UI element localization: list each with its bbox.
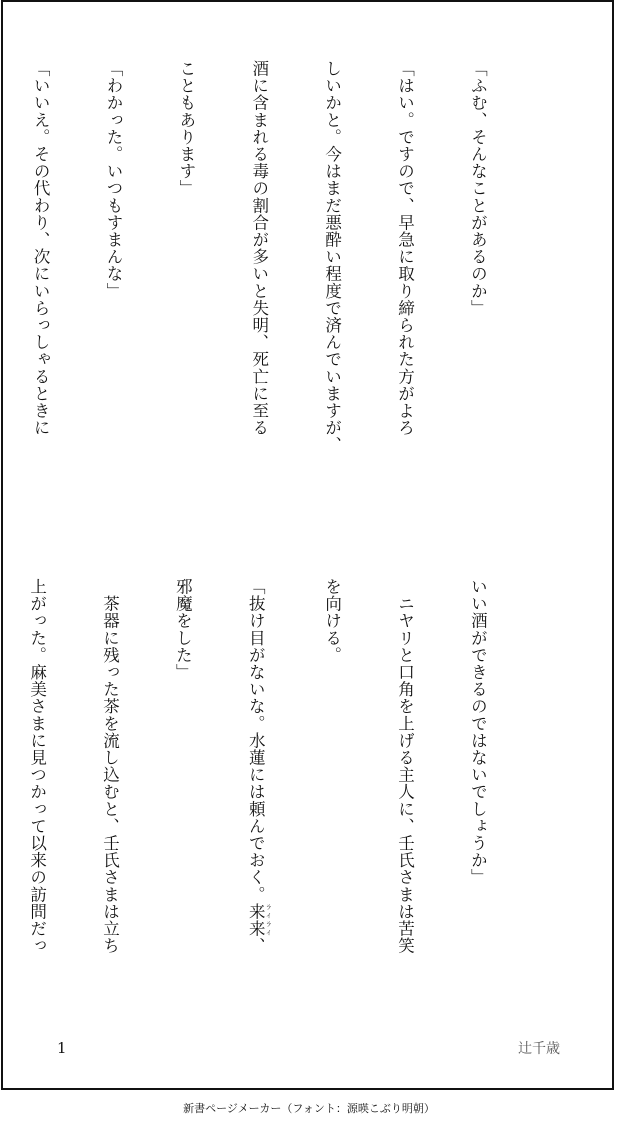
- text-line: 茶器に残った茶を流し込むと、壬氏さまは立ち: [100, 578, 120, 955]
- page-frame: [1, 0, 614, 1090]
- text-line: 「わかった。いつもすまんな」: [103, 60, 123, 300]
- text-line: しいかと。今はまだ悪酔い程度で済んでいますが、: [322, 60, 342, 454]
- text-line-with-ruby: 「抜け目がないな。水蓮には頼んでおく。来来 ライライ、: [246, 578, 272, 955]
- text-line: 上がった。麻美さまに見つかって以来の訪問だっ: [27, 578, 47, 955]
- text-line: 酒に含まれる毒の割合が多いと失明、死亡に至る: [249, 60, 269, 437]
- page-number: 1: [57, 1039, 67, 1057]
- text-line: いい酒ができるのではないでしょうか」: [468, 578, 488, 886]
- text-line: 邪魔をした」: [173, 578, 193, 681]
- text-line: 「はい。ですので、早急に取り締られた方がよろ: [395, 60, 415, 437]
- text-line: 「いいえ。その代わり、次にいらっしゃるときに: [31, 60, 51, 437]
- text-line: こともあります」: [176, 60, 196, 197]
- text-block-bottom: [27, 578, 538, 1048]
- ruby-reading: ライライ: [264, 902, 272, 938]
- footer-caption: 新書ページメーカー（フォント：源暎こぶり明朝）: [183, 1102, 435, 1115]
- text-block-top: [31, 60, 538, 522]
- text-line: を向ける。: [322, 578, 342, 664]
- author-name: 辻千歳: [518, 1041, 560, 1057]
- ruby-annotation: 来来 ライライ: [246, 902, 272, 938]
- text-line: 「ふむ、そんなことがあるのか」: [468, 60, 488, 317]
- text-line: ニヤリと口角を上げる主人に、壬氏さまは苦笑: [395, 578, 415, 955]
